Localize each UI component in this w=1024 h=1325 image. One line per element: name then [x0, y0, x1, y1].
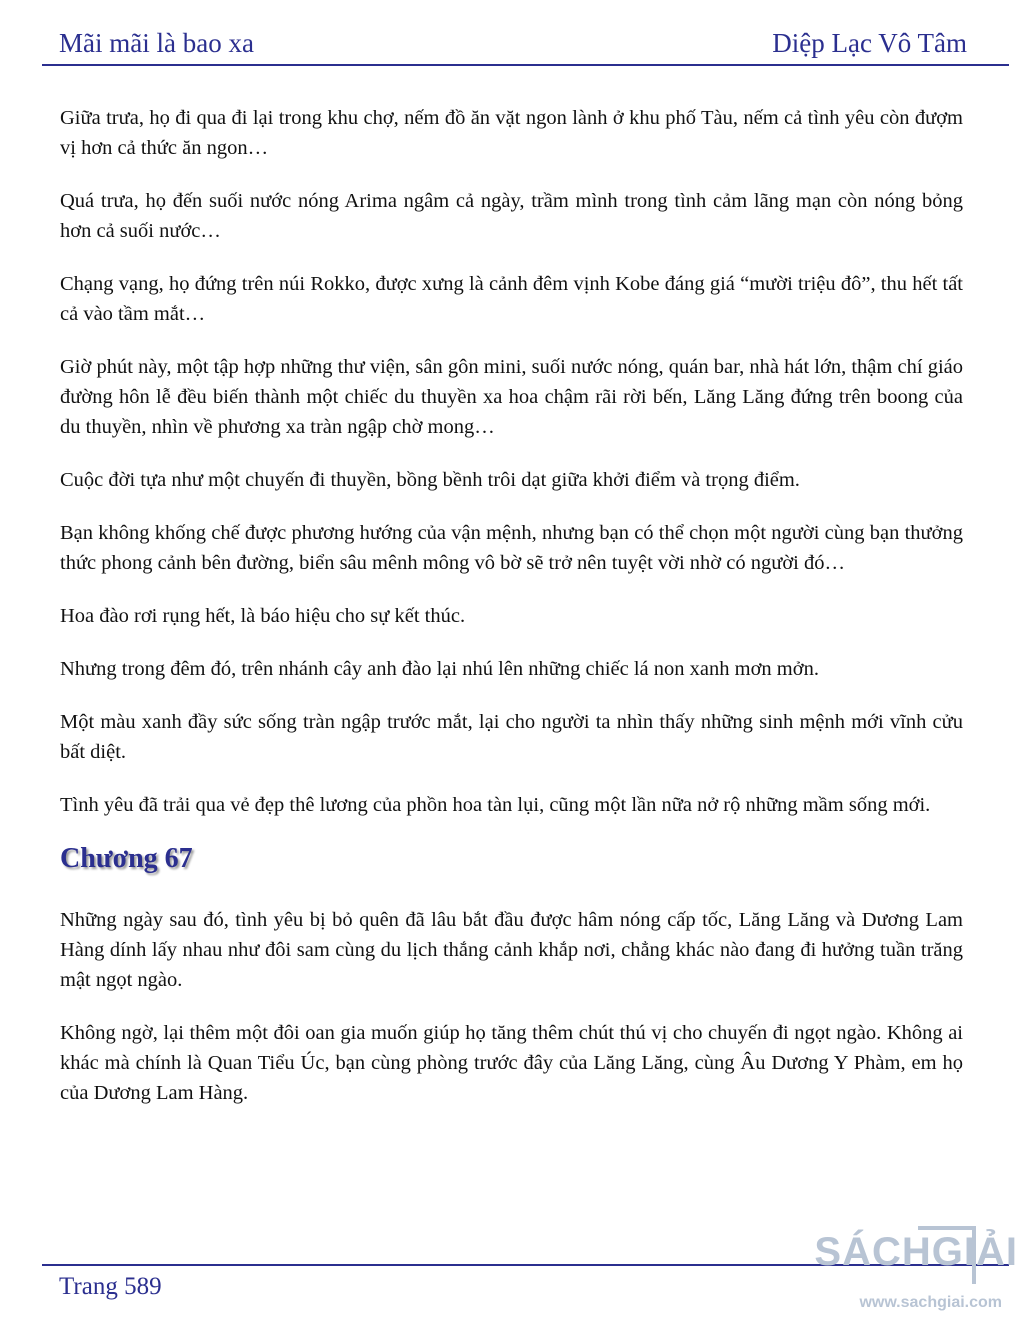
- watermark-logo: [814, 1222, 1020, 1317]
- watermark-brand: SÁCHGIẢI: [814, 1230, 1018, 1274]
- chapter-heading: Chương 67: [60, 843, 193, 874]
- book-title: Mãi mãi là bao xa: [59, 28, 254, 58]
- paragraph: Một màu xanh đầy sức sống tràn ngập trước mắt, lại cho người ta nhìn thấy những sinh mệnh mới vĩnh cửu bất diệt.: [60, 711, 963, 763]
- paragraph: Những ngày sau đó, tình yêu bị bỏ quên đã lâu bắt đầu được hâm nóng cấp tốc, Lăng Lăng và Dương Lam Hàng dính lấy nhau như đôi sam cùng du lịch thắng cảnh khắp nơi, chẳng khác nào đang đi hưởng tuần trăng mật ngọt ngào.: [60, 909, 963, 991]
- paragraph: Cuộc đời tựa như một chuyến đi thuyền, bồng bềnh trôi dạt giữa khởi điểm và trọng điểm.: [60, 469, 800, 491]
- paragraph: Giờ phút này, một tập hợp những thư viện, sân gôn mini, suối nước nóng, quán bar, nhà hát lớn, thậm chí giáo đường hôn lễ đều biến thành một chiếc du thuyền xa hoa chậm rãi rời bến, Lăng Lăng đứng trên boong của du thuyền, nhìn về phương xa tràn ngập chờ mong…: [60, 356, 963, 438]
- paragraph: Quá trưa, họ đến suối nước nóng Arima ngâm cả ngày, trầm mình trong tình cảm lãng mạn còn nóng bỏng hơn cả suối nước…: [60, 190, 963, 242]
- header-divider: [42, 64, 1009, 66]
- author-name: Diệp Lạc Vô Tâm: [772, 28, 967, 58]
- paragraph: Tình yêu đã trải qua vẻ đẹp thê lương của phồn hoa tàn lụi, cũng một lần nữa nở rộ những mầm sống mới.: [60, 794, 931, 816]
- paragraph: Nhưng trong đêm đó, trên nhánh cây anh đào lại nhú lên những chiếc lá non xanh mơn mởn.: [60, 658, 819, 680]
- page-number: Trang 589: [59, 1273, 162, 1300]
- paragraph: Không ngờ, lại thêm một đôi oan gia muốn giúp họ tăng thêm chút thú vị cho chuyến đi ngọt ngào. Không ai khác mà chính là Quan Tiểu Úc, bạn cùng phòng trước đây của Lăng Lăng, cùng Âu Dương Y Phàm, em họ của Dương Lam Hàng.: [60, 1022, 963, 1104]
- page-header: [59, 24, 967, 64]
- watermark-url: www.sachgiai.com: [859, 1294, 1002, 1311]
- page-body: [60, 103, 963, 1131]
- paragraph: Chạng vạng, họ đứng trên núi Rokko, được xưng là cảnh đêm vịnh Kobe đáng giá “mười triệu đô”, thu hết tất cả vào tầm mắt…: [60, 273, 963, 325]
- paragraph: Hoa đào rơi rụng hết, là báo hiệu cho sự kết thúc.: [60, 605, 466, 627]
- paragraph: Bạn không khống chế được phương hướng của vận mệnh, nhưng bạn có thể chọn một người cùng bạn thưởng thức phong cảnh bên đường, biển sâu mênh mông vô bờ sẽ trở nên tuyệt vời nhờ có người đó…: [60, 522, 963, 574]
- paragraph: Giữa trưa, họ đi qua đi lại trong khu chợ, nếm đồ ăn vặt ngon lành ở khu phố Tàu, nếm cả tình yêu còn đượm vị hơn cả thức ăn ngon…: [60, 107, 963, 159]
